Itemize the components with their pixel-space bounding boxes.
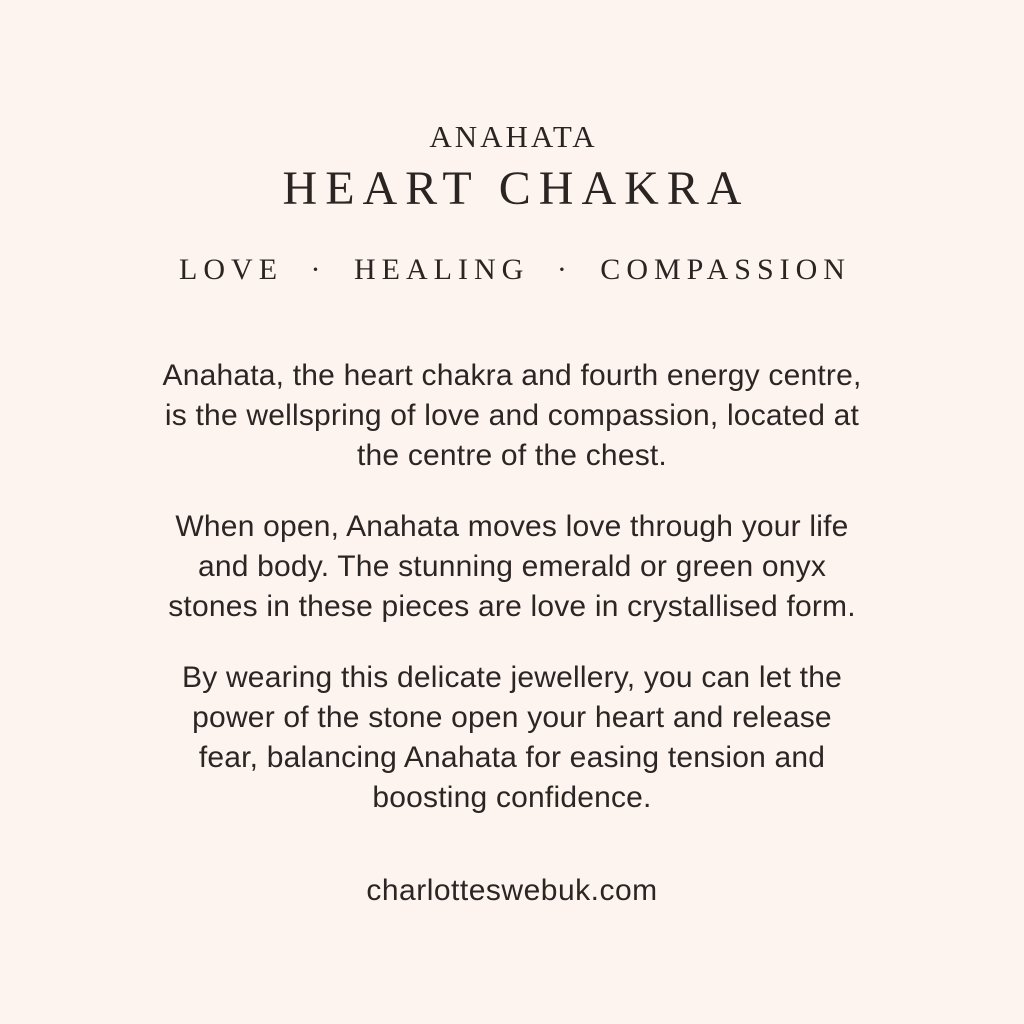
keywords-line: LOVE · HEALING · COMPASSION <box>179 252 851 286</box>
text-line: the centre of the chest. <box>356 438 667 472</box>
body-copy <box>163 356 862 818</box>
text-line: is the wellspring of love and compassion, located at <box>164 398 860 432</box>
paragraph-2 <box>163 507 862 627</box>
text-line: power of the stone open your heart and release <box>192 700 832 734</box>
text-line: By wearing this delicate jewellery, you can let the <box>182 660 842 694</box>
text-line: fear, balancing Anahata for easing tension and <box>198 740 826 774</box>
paragraph-1 <box>163 356 862 476</box>
text-line: stones in these pieces are love in crystallised form. <box>168 589 856 623</box>
text-line: and body. The stunning emerald or green onyx <box>197 549 827 583</box>
text-line: Anahata, the heart chakra and fourth energy centre, <box>162 358 862 392</box>
kicker-text: ANAHATA <box>429 119 598 154</box>
website-url: charlotteswebuk.com <box>366 873 658 907</box>
text-line: boosting confidence. <box>372 780 652 814</box>
paragraph-3 <box>163 658 862 818</box>
text-line: When open, Anahata moves love through your life <box>175 509 849 543</box>
page-title: HEART CHAKRA <box>282 162 750 216</box>
